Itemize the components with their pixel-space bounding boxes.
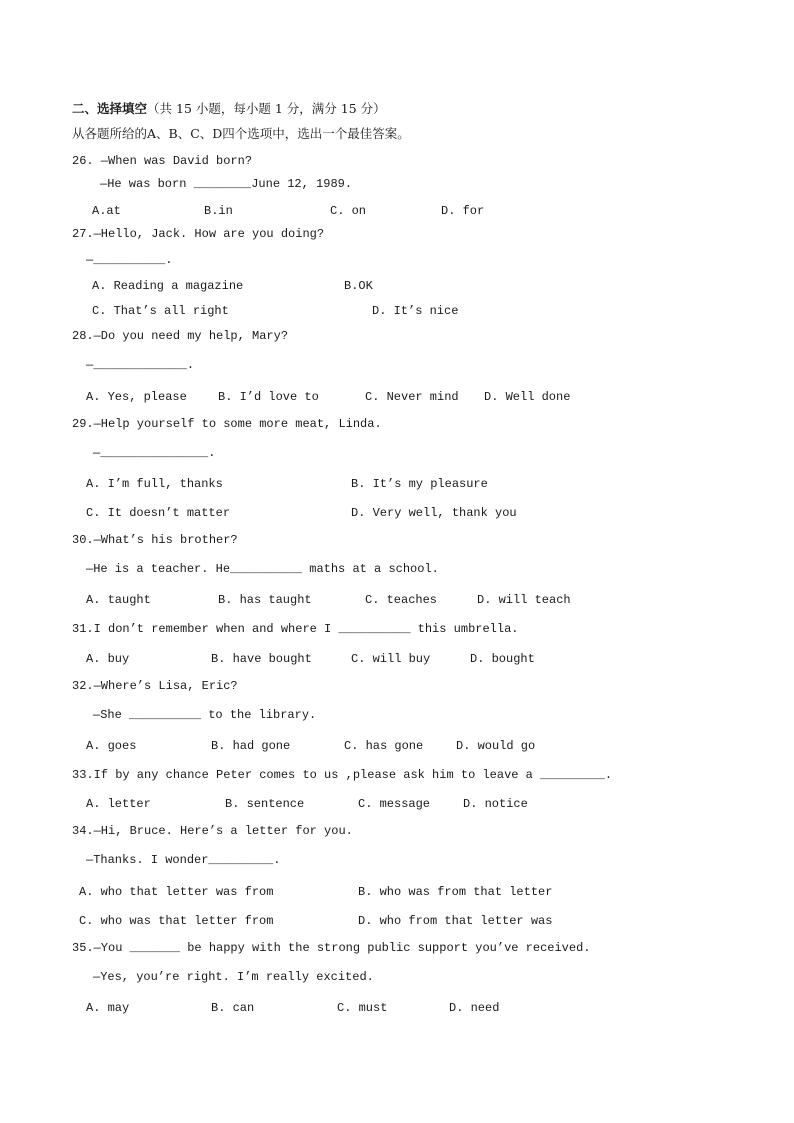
question-31-option-d[interactable]: D. bought [470,652,535,666]
question-31-option-c[interactable]: C. will buy [351,652,431,666]
question-34-option-b[interactable]: B. who was from that letter [358,885,553,899]
question-26-option-a[interactable]: A.at [92,204,121,218]
section-instruction: 从各题所给的A、B、C、D四个选项中，选出一个最佳答案。 [72,126,410,141]
question-27-option-a[interactable]: A. Reading a magazine [92,279,244,293]
question-35-option-c[interactable]: C. must [337,1001,388,1015]
question-28-option-b[interactable]: B. I’d love to [218,390,319,404]
question-27-option-b[interactable]: B.OK [344,279,373,293]
question-32-option-a[interactable]: A. goes [86,739,137,753]
question-34-option-d[interactable]: D. who from that letter was [358,914,553,928]
question-29-option-d[interactable]: D. Very well, thank you [351,506,517,520]
question-33-option-c[interactable]: C. message [358,797,431,811]
question-29-option-c[interactable]: C. It doesn’t matter [86,506,231,520]
question-34-response: —Thanks. I wonder_________. [86,853,281,867]
question-29-option-a[interactable]: A. I’m full, thanks [86,477,223,491]
question-29-response: —_______________. [93,446,216,460]
question-33-option-d[interactable]: D. notice [463,797,528,811]
question-29-option-b[interactable]: B. It’s my pleasure [351,477,488,491]
question-35-stem: 35.—You _______ be happy with the strong public support you’ve received. [72,941,591,955]
question-32-stem: 32.—Where’s Lisa, Eric? [72,679,238,693]
question-27-stem: 27.—Hello, Jack. How are you doing? [72,227,325,241]
question-34-option-c[interactable]: C. who was that letter from [79,914,274,928]
question-27-option-c[interactable]: C. That’s all right [92,304,229,318]
question-30-response: —He is a teacher. He__________ maths at a school. [86,562,439,576]
question-35-option-b[interactable]: B. can [211,1001,255,1015]
question-30-option-d[interactable]: D. will teach [477,593,571,607]
question-28-stem: 28.—Do you need my help, Mary? [72,329,289,343]
question-35-option-a[interactable]: A. may [86,1001,130,1015]
question-32-option-b[interactable]: B. had gone [211,739,291,753]
question-27-option-d[interactable]: D. It’s nice [372,304,459,318]
question-33-option-a[interactable]: A. letter [86,797,151,811]
question-28-option-d[interactable]: D. Well done [484,390,571,404]
question-30-option-a[interactable]: A. taught [86,593,151,607]
section-title: 二、选择填空 [72,101,148,116]
question-26-option-c[interactable]: C. on [330,204,367,218]
question-26-option-b[interactable]: B.in [204,204,233,218]
question-26-option-d[interactable]: D. for [441,204,485,218]
question-28-option-c[interactable]: C. Never mind [365,390,459,404]
question-32-response: —She __________ to the library. [93,708,317,722]
question-28-response: —_____________. [86,358,195,372]
question-31-stem: 31.I don’t remember when and where I __________ this umbrella. [72,622,519,636]
section-subtitle: （共 15 小题，每小题 1 分，满分 15 分） [147,101,386,116]
question-26-response: —He was born ________June 12, 1989. [100,177,353,191]
question-28-option-a[interactable]: A. Yes, please [86,390,187,404]
question-31-option-a[interactable]: A. buy [86,652,130,666]
question-30-option-c[interactable]: C. teaches [365,593,438,607]
question-33-option-b[interactable]: B. sentence [225,797,305,811]
question-27-response: —__________. [86,253,173,267]
question-29-stem: 29.—Help yourself to some more meat, Linda. [72,417,382,431]
question-31-option-b[interactable]: B. have bought [211,652,312,666]
question-32-option-d[interactable]: D. would go [456,739,536,753]
question-33-stem: 33.If by any chance Peter comes to us ,please ask him to leave a _________. [72,768,613,782]
question-35-option-d[interactable]: D. need [449,1001,500,1015]
question-30-option-b[interactable]: B. has taught [218,593,312,607]
section-heading [72,101,386,117]
question-34-option-a[interactable]: A. who that letter was from [79,885,274,899]
question-26-stem: 26. —When was David born? [72,154,253,168]
question-30-stem: 30.—What’s his brother? [72,533,238,547]
question-34-stem: 34.—Hi, Bruce. Here’s a letter for you. [72,824,353,838]
question-35-response: —Yes, you’re right. I’m really excited. [93,970,374,984]
question-32-option-c[interactable]: C. has gone [344,739,424,753]
